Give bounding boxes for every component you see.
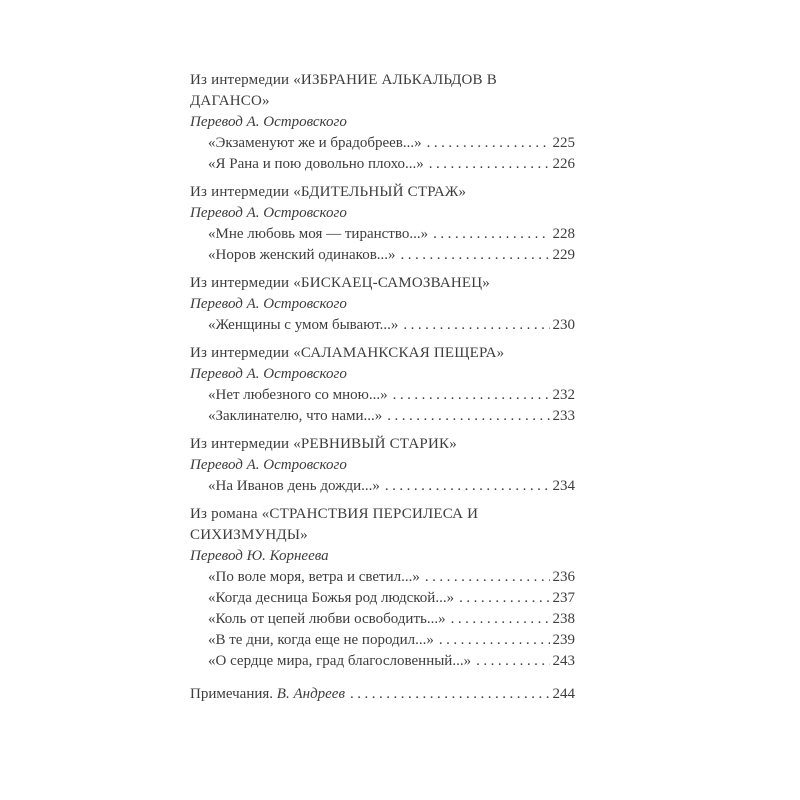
- entry-page-number: 237: [552, 590, 575, 606]
- entry-title: «Заклинателю, что нами...»: [208, 408, 383, 424]
- toc-entry: [208, 385, 575, 406]
- toc-sections: [190, 70, 575, 672]
- dot-leader: [427, 133, 550, 154]
- dot-leader: [459, 588, 549, 609]
- section-entries: [190, 315, 575, 336]
- entry-title: «Я Рана и пою довольно плохо...»: [208, 156, 424, 172]
- dot-leader: [451, 609, 550, 630]
- dot-leader: [387, 406, 549, 427]
- section-entries: [190, 224, 575, 266]
- toc-entry: [208, 406, 575, 427]
- translator-line: Перевод А. Островского: [190, 366, 347, 382]
- entry-page-number: 234: [552, 478, 575, 494]
- entry-title: «На Иванов день дожди...»: [208, 478, 380, 494]
- entry-title: «Женщины с умом бывают...»: [208, 317, 399, 333]
- section-heading: Из интермедии «САЛАМАНКСКАЯ ПЕЩЕРА»: [190, 345, 505, 361]
- dot-leader: [403, 315, 549, 336]
- toc-entry: [208, 630, 575, 651]
- toc-entry: [208, 133, 575, 154]
- entry-page-number: 232: [552, 387, 575, 403]
- dot-leader: [425, 567, 550, 588]
- section-entries: [190, 567, 575, 672]
- entry-title: «Мне любовь моя — тиранство...»: [208, 226, 429, 242]
- entry-title: «В те дни, когда еще не породил...»: [208, 632, 434, 648]
- section-heading: Из интермедии «БДИТЕЛЬНЫЙ СТРАЖ»: [190, 184, 467, 200]
- dot-leader: [350, 684, 550, 705]
- dot-leader: [429, 154, 550, 175]
- section-heading: Из романа «СТРАНСТВИЯ ПЕРСИЛЕСА И СИХИЗМУНДЫ»: [190, 506, 479, 543]
- toc-section: [190, 504, 575, 672]
- toc-section: [190, 273, 575, 336]
- entry-page-number: 228: [552, 226, 575, 242]
- toc-entry: [208, 567, 575, 588]
- toc-entry: [208, 588, 575, 609]
- notes-title: [190, 684, 345, 705]
- entry-page-number: 243: [552, 653, 575, 669]
- notes-label: Примечания.: [190, 686, 274, 702]
- entry-page-number: 238: [552, 611, 575, 627]
- toc-entry: [208, 245, 575, 266]
- notes-entry: [190, 684, 575, 705]
- translator-line: Перевод А. Островского: [190, 205, 347, 221]
- section-entries: [190, 133, 575, 175]
- toc-entry: [208, 651, 575, 672]
- toc-entry: [208, 476, 575, 497]
- entry-page-number: 239: [552, 632, 575, 648]
- entry-title: «Когда десница Божья род людской...»: [208, 590, 455, 606]
- dot-leader: [476, 651, 549, 672]
- dot-leader: [393, 385, 550, 406]
- entry-title: «Экзаменуют же и брадобреев...»: [208, 135, 422, 151]
- toc-section: [190, 343, 575, 427]
- dot-leader: [433, 224, 549, 245]
- toc-entry: [208, 609, 575, 630]
- toc-section: [190, 70, 575, 175]
- section-entries: [190, 476, 575, 497]
- entry-title: «Нет любезного со мною...»: [208, 387, 388, 403]
- dot-leader: [401, 245, 550, 266]
- entry-title: «По воле моря, ветра и светил...»: [208, 569, 420, 585]
- entry-page-number: 233: [552, 408, 575, 424]
- translator-line: Перевод А. Островского: [190, 457, 347, 473]
- toc-entry: [208, 315, 575, 336]
- entry-page-number: 230: [552, 317, 575, 333]
- section-heading: Из интермедии «БИСКАЕЦ-САМОЗВАНЕЦ»: [190, 275, 491, 291]
- section-entries: [190, 385, 575, 427]
- entry-page-number: 225: [552, 135, 575, 151]
- dot-leader: [385, 476, 550, 497]
- notes-author: В. Андреев: [276, 686, 345, 702]
- entry-page-number: 236: [552, 569, 575, 585]
- entry-page-number: 226: [552, 156, 575, 172]
- table-of-contents-page: [190, 70, 575, 705]
- entry-page-number: 229: [552, 247, 575, 263]
- translator-line: Перевод Ю. Корнеева: [190, 548, 329, 564]
- toc-section: [190, 182, 575, 266]
- entry-title: «Коль от цепей любви освободить...»: [208, 611, 446, 627]
- translator-line: Перевод А. Островского: [190, 114, 347, 130]
- toc-entry: [208, 154, 575, 175]
- toc-entry: [208, 224, 575, 245]
- section-heading: Из интермедии «ИЗБРАНИЕ АЛЬКАЛЬДОВ В ДАГАНСО»: [190, 72, 497, 109]
- entry-title: «О сердце мира, град благословенный...»: [208, 653, 472, 669]
- translator-line: Перевод А. Островского: [190, 296, 347, 312]
- entry-title: «Норов женский одинаков...»: [208, 247, 396, 263]
- notes-page-number: 244: [552, 686, 575, 702]
- dot-leader: [439, 630, 550, 651]
- toc-section: [190, 434, 575, 497]
- section-heading: Из интермедии «РЕВНИВЫЙ СТАРИК»: [190, 436, 457, 452]
